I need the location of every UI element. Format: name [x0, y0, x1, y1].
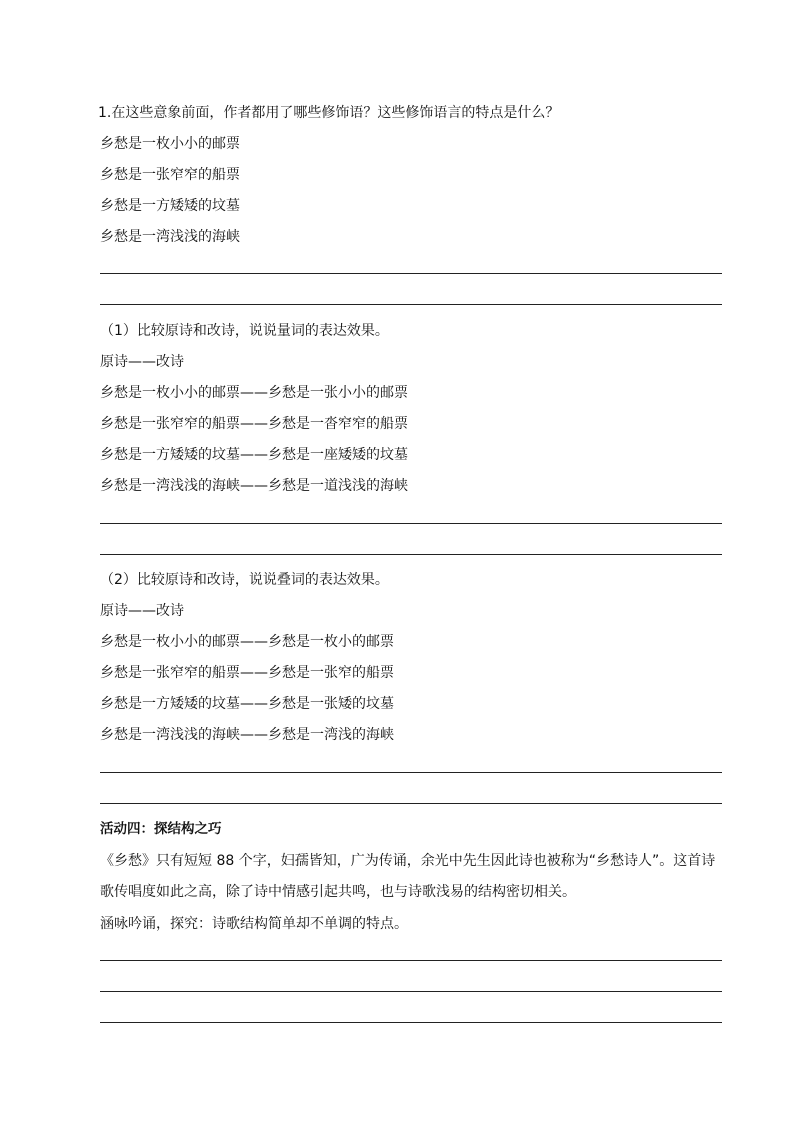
answer-line[interactable]: [100, 1022, 722, 1023]
question-measure-word-title: （1）比较原诗和改诗，说说量词的表达效果。: [100, 323, 389, 339]
question-reduplication-title: （2）比较原诗和改诗，说说叠词的表达效果。: [100, 572, 389, 588]
answer-line[interactable]: [100, 554, 722, 555]
poem-line: 乡愁是一枚小小的邮票: [100, 136, 240, 152]
comparison-line: 乡愁是一枚小小的邮票——乡愁是一枚小的邮票: [100, 634, 394, 650]
comparison-header: 原诗——改诗: [100, 354, 184, 370]
answer-line[interactable]: [100, 960, 722, 961]
comparison-line: 乡愁是一方矮矮的坟墓——乡愁是一张矮的坟墓: [100, 696, 394, 712]
comparison-line: 乡愁是一枚小小的邮票——乡愁是一张小小的邮票: [100, 385, 408, 401]
poem-line: 乡愁是一湾浅浅的海峡: [100, 229, 240, 245]
answer-line[interactable]: [100, 772, 722, 773]
question-1-title: 1.在这些意象前面，作者都用了哪些修饰语？这些修饰语言的特点是什么？: [98, 105, 560, 121]
answer-line[interactable]: [100, 991, 722, 992]
answer-line[interactable]: [100, 304, 722, 305]
comparison-line: 乡愁是一方矮矮的坟墓——乡愁是一座矮矮的坟墓: [100, 447, 408, 463]
activity-4-heading: 活动四：探结构之巧: [100, 821, 222, 837]
poem-line: 乡愁是一张窄窄的船票: [100, 167, 240, 183]
activity-4-paragraph: 《乡愁》只有短短 88 个字，妇孺皆知，广为传诵，余光中先生因此诗也被称为“乡愁诗人”。这首诗歌传唱度如此之高，除了诗中情感引起共鸣，也与诗歌浅易的结构密切相关。: [100, 853, 716, 900]
comparison-line: 乡愁是一张窄窄的船票——乡愁是一张窄的船票: [100, 665, 394, 681]
answer-line[interactable]: [100, 523, 722, 524]
comparison-line: 乡愁是一湾浅浅的海峡——乡愁是一湾浅的海峡: [100, 727, 394, 743]
poem-line: 乡愁是一方矮矮的坟墓: [100, 198, 240, 214]
comparison-header: 原诗——改诗: [100, 603, 184, 619]
comparison-line: 乡愁是一湾浅浅的海峡——乡愁是一道浅浅的海峡: [100, 478, 408, 494]
activity-4-task: 涵咏吟诵，探究：诗歌结构简单却不单调的特点。: [100, 916, 408, 932]
comparison-line: 乡愁是一张窄窄的船票——乡愁是一沓窄窄的船票: [100, 416, 408, 432]
answer-line[interactable]: [100, 803, 722, 804]
answer-line[interactable]: [100, 273, 722, 274]
